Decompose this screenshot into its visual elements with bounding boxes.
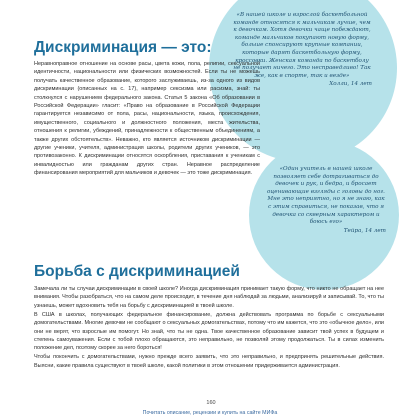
- section-heading-fight: Борьба с дискриминацией: [34, 263, 240, 280]
- pull-quote-holly: [232, 12, 372, 89]
- paragraph: В США в школах, получающих федеральное финансирование, должна действовать программа по борьбе с сексуальными домогательствами. Многие девочки не сообщают о сексуальных домогательствах, потому что им кажется, что это «обычное дело», или они не верят, что взрослые им помогут. Но знай, что ты не одна. Твое качественное образование зависит твой успех в будущем и степень самоуважения. Если с тобой плохо обращаются, это неправильно, не позволяй этому продолжаться. Ты в силах изменить положение дел, поэтому скорее за него бороться!: [34, 311, 384, 352]
- quote-author: Тейра, 14 лет: [343, 227, 386, 234]
- page-number: 160: [206, 400, 216, 406]
- paragraph: Чтобы покончить с домогательствами, нужно прежде всего заявить, что это неправильно, и предпринять решительные действия. Выясни, какие правила существуют в твоей школе, какой политики в этом отношении придерживается администрация.: [34, 354, 384, 369]
- quote-text: «Один учитель в нашей школе позволяет себе дотрагиваться до девочек и рук, и бедра, и бросает оценивающие взгляды с головы до ног. Мне это неприятно, но я не знаю, как с этим справиться, не показав, что я девочка со скверным характером и боюсь его»: [267, 166, 385, 226]
- quote-author: Холли, 14 лет: [329, 81, 372, 88]
- paragraph: Замечала ли ты случаи дискриминации в своей школе? Иногда дискриминация принимает такую форму, что никто не обращает на нее внимания. Чтобы разобраться, что на самом деле происходит, в течение дня наблюдай за людьми, анализируй и записывай. То, что ты узнаешь, может вдохновить тебя на борьбу с дискриминацией в твоей школе.: [34, 286, 384, 309]
- section-heading-discrimination: Дискриминация — это:: [34, 39, 212, 56]
- paragraph: Неравноправное отношение на основе расы, цвета кожи, пола, религии, сексуальной идентичности, национальности или физических возможностей. Если ты не можешь получать качественное образование, которого заслуживаешь, из-за одного из видов дискриминации (описанных на с. 17), например сексизма или расизма, знай: ты столкнулся с нарушением федерального закона. Статья 5 закона «Об образовании в Российской Федерации» гласит: «Право на образование в Российской Федерации гарантируется независимо от пола, расы, национальности, языка, происхождения, имущественного, социального и должностного положения, места жительства, отношения к религии, убеждений, принадлежности к общественным объединениям, а также других обстоятельств». Неважно, кто является источником дискриминации — другие ученики, учителя, администрация школы, родители других учеников, — это противозаконно. К дискриминации относятся оскорбления, приставания к ученикам с инвалидностью или гражданам других стран. Неравное распределение финансирования мероприятий для мальчиков и девочек — это тоже дискриминация.: [34, 61, 260, 177]
- footer-link[interactable]: Почитать описание, рецензии и купить на сайте МИФа: [142, 410, 278, 416]
- pull-quote-teira: [266, 166, 386, 235]
- section-body-discrimination: [34, 60, 260, 178]
- quote-text: «В нашей школе и взрослой баскетбольной команде относятся к мальчикам лучше, чем к девочкам. Хотя девочки чаще побеждают, команде мальчиков покупают новую форму, больше спонсируют крупные компании, которые дарят баскетбольную форму, кроссовки. Женская команда по баскетболу не получает ничего. Это несправедливо! Так же, как в спорте, так и везде»: [233, 12, 371, 79]
- section-body-fight: [34, 285, 384, 371]
